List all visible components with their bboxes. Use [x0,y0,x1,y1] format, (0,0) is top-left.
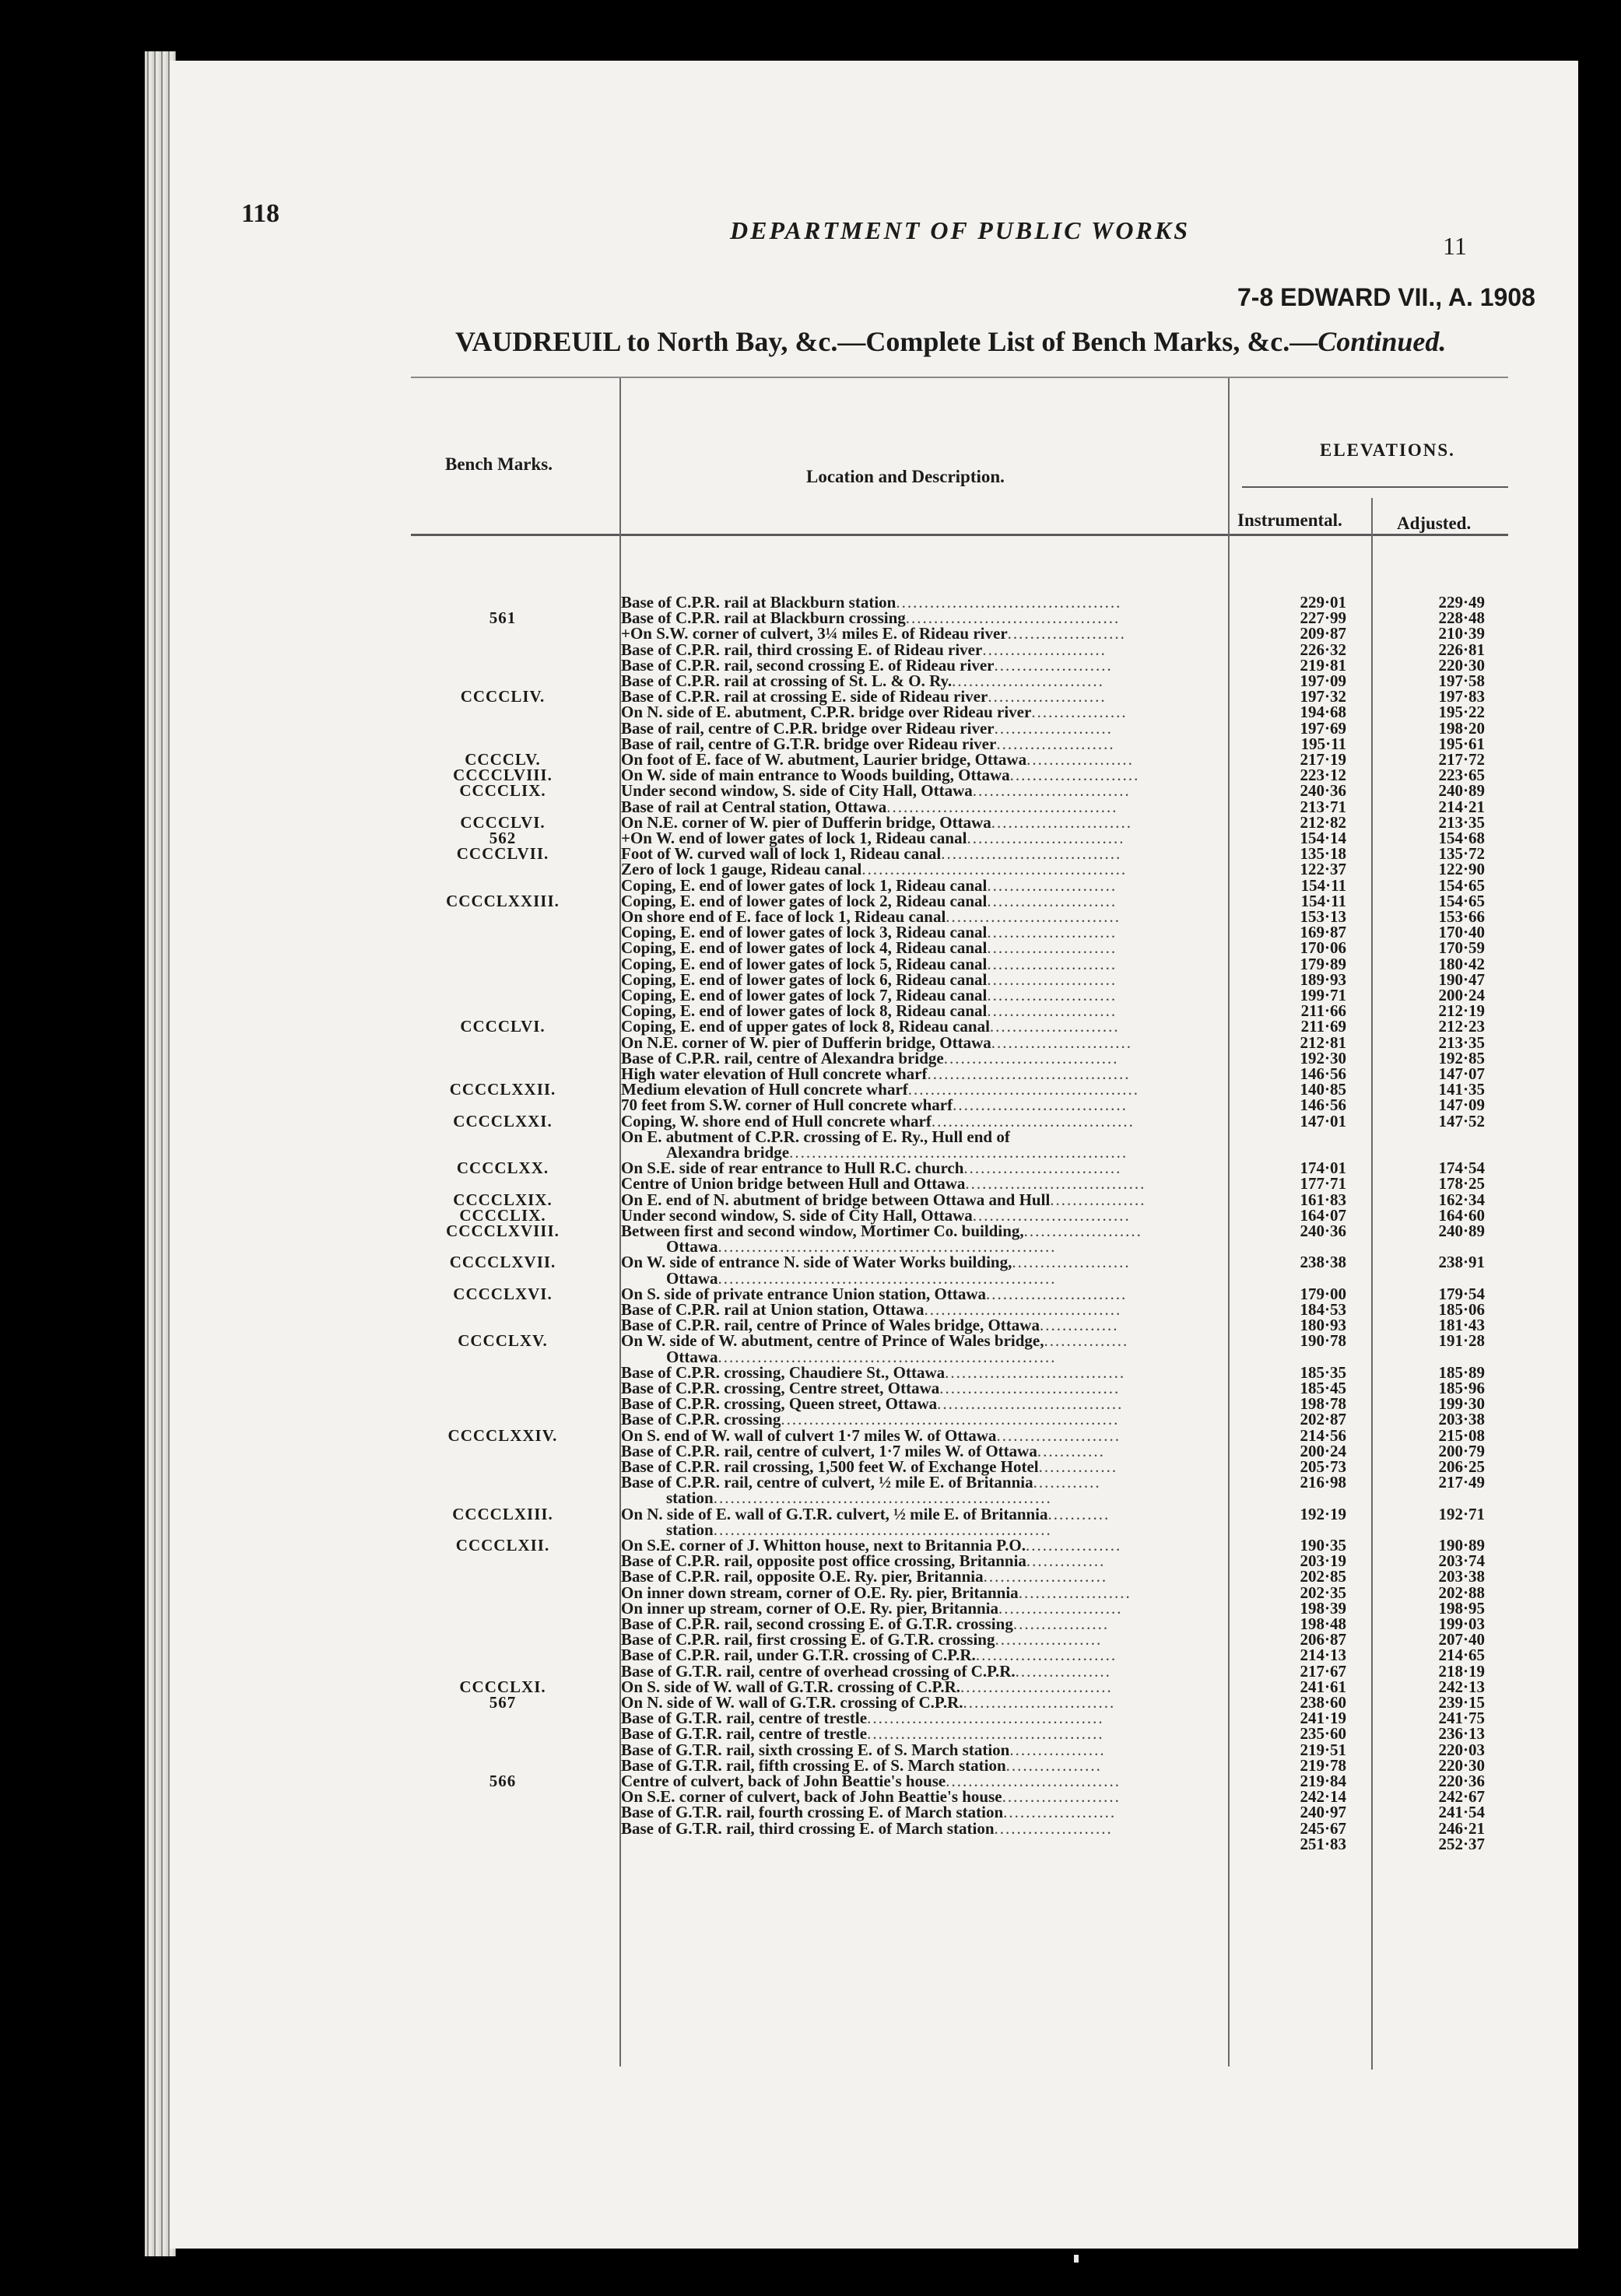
location-description: Base of rail, centre of C.P.R. bridge over Rideau river..................... [621,718,1113,738]
elevation-instrumental: 209·87 [1300,624,1346,643]
elevation-instrumental: 219·51 [1300,1740,1346,1759]
elevation-instrumental: 185·35 [1300,1362,1346,1382]
elevation-instrumental: 202·87 [1300,1410,1346,1429]
elevation-adjusted: 207·40 [1438,1630,1485,1649]
elevation-adjusted: 164·60 [1438,1205,1485,1225]
elevation-adjusted: 170·59 [1438,938,1485,958]
elevation-instrumental: 194·68 [1300,703,1346,722]
location-description: Base of C.P.R. rail, third crossing E. of Rideau river...................... [621,640,1107,659]
table-row [0,1836,1621,1853]
bench-mark-id: CCCCLXIII. [452,1504,553,1523]
elevation-instrumental: 154·14 [1300,829,1346,847]
column-header-instrumental: Instrumental. [1237,510,1342,530]
elevation-adjusted: 141·35 [1438,1080,1485,1099]
bench-mark-id: CCCCLIX. [459,1205,546,1225]
elevation-adjusted: 135·72 [1438,844,1485,864]
location-description: +On S.W. corner of culvert, 3¼ miles E. of Rideau river..................... [621,624,1126,643]
elevation-adjusted: 192·85 [1438,1048,1485,1067]
bench-mark-id: CCCCLXVI. [453,1284,553,1303]
elevation-adjusted: 220·03 [1438,1740,1485,1759]
elevation-instrumental: 146·56 [1300,1064,1346,1083]
elevation-adjusted: 153·66 [1438,907,1485,926]
elevation-adjusted: 200·24 [1438,986,1485,1004]
elevation-instrumental: 238·60 [1300,1693,1346,1712]
location-description: +On W. end of lower gates of lock 1, Rideau canal............................ [621,829,1125,847]
bench-mark-id: CCCCLVI. [460,812,546,832]
elevation-adjusted: 239·15 [1438,1693,1485,1712]
elevation-instrumental: 227·99 [1300,608,1346,628]
elevation-instrumental: 174·01 [1300,1159,1346,1178]
elevation-adjusted: 185·89 [1438,1362,1485,1382]
elevation-instrumental: 211·69 [1300,1017,1346,1036]
location-description: Zero of lock 1 gauge, Rideau canal............................................... [621,860,1128,879]
location-description: Base of rail, centre of G.T.R. bridge over Rideau river..................... [621,734,1115,753]
elevation-instrumental: 242·14 [1300,1787,1346,1807]
location-description: Coping, E. end of lower gates of lock 8, Rideau canal....................... [621,1001,1118,1021]
bench-mark-id: CCCCLVI. [460,1017,546,1036]
location-description: On N.E. corner of W. pier of Dufferin bridge, Ottawa......................... [621,1032,1133,1052]
elevation-adjusted: 217·72 [1438,750,1485,769]
elevation-instrumental: 164·07 [1300,1205,1346,1225]
elevation-instrumental: 147·01 [1300,1111,1346,1130]
bench-mark-id: CCCCLXXI. [453,1111,553,1130]
location-description: On W. side of W. abutment, centre of Prince of Wales bridge,............... [621,1331,1129,1351]
elevation-adjusted: 203·38 [1438,1410,1485,1429]
elevation-adjusted: 199·30 [1438,1394,1485,1414]
elevation-instrumental: 241·19 [1300,1709,1346,1728]
elevation-adjusted: 191·28 [1438,1331,1485,1351]
location-description: Base of C.P.R. rail at crossing E. side of Rideau river..................... [621,687,1107,706]
elevation-instrumental: 229·01 [1300,593,1346,612]
location-description: On inner up stream, corner of O.E. Ry. pier, Britannia...................... [621,1598,1123,1618]
location-description: Base of C.P.R. crossing, Chaudiere St., Ottawa................................ [621,1362,1126,1382]
elevation-instrumental: 212·82 [1300,812,1346,832]
bench-mark-id: CCCCLXV. [458,1331,548,1351]
elevation-adjusted: 192·71 [1438,1504,1485,1523]
location-description: On inner down stream, corner of O.E. Ry. pier, Britannia.................... [621,1583,1132,1602]
page-number: 118 [241,199,280,228]
elevation-adjusted: 242·67 [1438,1787,1485,1807]
elevation-instrumental: 146·56 [1300,1095,1346,1115]
elevation-adjusted: 238·91 [1438,1253,1485,1272]
page-title-main: VAUDREUIL to North Bay, &c.—Complete List of Bench Marks, &c.— [455,326,1318,357]
elevation-instrumental: 190·78 [1300,1331,1346,1351]
running-head-roman: 11 [1443,232,1467,260]
elevation-instrumental: 213·71 [1300,797,1346,816]
location-description: Base of G.T.R. rail, third crossing E. of March station..................... [621,1818,1113,1838]
elevation-adjusted: 215·08 [1438,1425,1485,1445]
elevation-instrumental: 197·32 [1300,687,1346,706]
location-description: Centre of culvert, back of John Beattie's house............................... [621,1772,1121,1790]
elevation-instrumental: 154·11 [1300,875,1346,895]
location-description: station............................................................ [666,1488,1052,1508]
elevation-instrumental: 241·61 [1300,1677,1346,1696]
elevation-adjusted: 195·61 [1438,734,1485,753]
elevation-instrumental: 192·19 [1300,1504,1346,1523]
elevation-instrumental: 190·35 [1300,1536,1346,1555]
elevation-adjusted: 198·20 [1438,718,1485,738]
elevation-adjusted: 174·54 [1438,1159,1485,1178]
location-description: Base of rail at Central station, Ottawa......................................... [621,797,1118,816]
elevation-instrumental: 198·48 [1300,1614,1346,1633]
location-description: Coping, E. end of lower gates of lock 4, Rideau canal....................... [621,938,1118,958]
location-description: Ottawa............................................................ [666,1347,1057,1366]
elevation-instrumental: 211·66 [1300,1001,1346,1021]
running-head-edition: 7-8 EDWARD VII., A. 1908 [1237,283,1535,311]
elevation-adjusted: 200·79 [1438,1441,1485,1460]
elevation-adjusted: 213·35 [1438,812,1485,832]
location-description: Centre of Union bridge between Hull and Ottawa................................ [621,1174,1146,1194]
elevation-adjusted: 122·90 [1438,860,1485,879]
elevation-adjusted: 217·49 [1438,1473,1485,1492]
elevation-adjusted: 229·49 [1438,593,1485,612]
location-description: Base of C.P.R. rail at Union station, Ottawa................................... [621,1300,1122,1319]
bench-mark-id: CCCCLIV. [460,687,546,706]
elevation-adjusted: 241·54 [1438,1803,1485,1822]
elevation-instrumental: 203·19 [1300,1551,1346,1571]
location-description: Base of C.P.R. rail at Blackburn crossing...................................... [621,608,1121,628]
elevation-adjusted: 170·40 [1438,923,1485,942]
location-description: On E. end of N. abutment of bridge between Ottawa and Hull................. [621,1190,1146,1209]
elevation-adjusted: 206·25 [1438,1457,1485,1476]
elevation-instrumental: 219·81 [1300,655,1346,675]
location-description: Coping, E. end of lower gates of lock 5, Rideau canal....................... [621,954,1118,973]
elevation-instrumental: 154·11 [1300,891,1346,910]
location-description: On E. abutment of C.P.R. crossing of E. Ry., Hull end of [621,1127,1010,1146]
location-description: Coping, E. end of lower gates of lock 7, Rideau canal....................... [621,986,1118,1004]
elevation-adjusted: 198·95 [1438,1598,1485,1618]
column-header-elevations: ELEVATIONS. [1320,440,1455,460]
location-description: On W. side of main entrance to Woods building, Ottawa....................... [621,766,1140,785]
elevation-instrumental: 216·98 [1300,1473,1346,1492]
location-description: Base of G.T.R. rail, sixth crossing E. of S. March station................. [621,1740,1106,1759]
location-description: Coping, E. end of lower gates of lock 6, Rideau canal....................... [621,969,1118,989]
elevation-adjusted: 210·39 [1438,624,1485,643]
elevation-adjusted: 252·37 [1438,1834,1485,1853]
location-description: Base of C.P.R. rail crossing, 1,500 feet W. of Exchange Hotel.............. [621,1457,1118,1476]
location-description: On S. side of private entrance Union station, Ottawa......................... [621,1284,1128,1303]
elevation-instrumental: 206·87 [1300,1630,1346,1649]
location-description: Base of C.P.R. crossing, Centre street, Ottawa................................ [621,1379,1121,1397]
location-description: On S.E. side of rear entrance to Hull R.C. church............................ [621,1159,1122,1178]
page-title-continued: Continued. [1318,326,1447,357]
bench-mark-id: CCCCLVIII. [453,766,553,785]
elevation-instrumental: 179·00 [1300,1284,1346,1303]
location-description: On foot of E. face of W. abutment, Laurier bridge, Ottawa................... [621,750,1134,769]
elevation-adjusted: 203·38 [1438,1567,1485,1586]
location-description: On W. side of entrance N. side of Water Works building,..................... [621,1253,1131,1272]
elevation-adjusted: 197·58 [1438,671,1485,690]
elevation-adjusted: 181·43 [1438,1316,1485,1335]
elevation-instrumental: 199·71 [1300,986,1346,1004]
elevation-instrumental: 202·35 [1300,1583,1346,1602]
elevation-instrumental: 240·36 [1300,781,1346,801]
elevation-instrumental: 195·11 [1300,734,1346,753]
location-description: Base of C.P.R. rail, under G.T.R. crossing of C.P.R.......................... [621,1646,1118,1665]
location-description: Base of C.P.R. crossing............................................................ [621,1410,1120,1429]
location-description: Base of C.P.R. rail, opposite post office crossing, Britannia.............. [621,1551,1106,1571]
elevation-instrumental: 214·13 [1300,1646,1346,1665]
location-description: On S. end of W. wall of culvert 1·7 miles W. of Ottawa...................... [621,1425,1121,1445]
elevation-instrumental: 214·56 [1300,1425,1346,1445]
elevation-instrumental: 170·06 [1300,938,1346,958]
elevation-adjusted: 147·09 [1438,1095,1485,1115]
bench-mark-id: 562 [489,829,517,847]
scan-artifact [1074,2255,1079,2263]
location-description: On N. side of E. abutment, C.P.R. bridge over Rideau river................. [621,703,1128,722]
location-description: Under second window, S. side of City Hall, Ottawa............................ [621,781,1131,801]
elevation-adjusted: 147·07 [1438,1064,1485,1083]
location-description: On S. side of W. wall of G.T.R. crossing of C.P.R............................ [621,1677,1113,1696]
elevation-instrumental: 219·78 [1300,1755,1346,1775]
running-head-department: DEPARTMENT OF PUBLIC WORKS [730,216,1190,244]
bench-mark-id: CCCCLVII. [456,844,549,864]
elevation-adjusted: 179·54 [1438,1284,1485,1303]
elevation-instrumental: 251·83 [1300,1834,1346,1853]
elevation-adjusted: 246·21 [1438,1818,1485,1838]
location-description: Ottawa............................................................ [666,1237,1057,1257]
elevation-instrumental: 217·67 [1300,1661,1346,1681]
location-description: Base of C.P.R. rail, centre of Alexandra bridge............................... [621,1048,1119,1067]
location-description: High water elevation of Hull concrete wharf.................................... [621,1064,1131,1083]
elevation-adjusted: 147·52 [1438,1111,1485,1130]
elevation-adjusted: 241·75 [1438,1709,1485,1728]
elevation-adjusted: 223·65 [1438,766,1485,785]
elevation-instrumental: 135·18 [1300,844,1346,864]
elevation-instrumental: 122·37 [1300,860,1346,879]
bench-mark-id: CCCCLIX. [459,781,546,801]
location-description: On N. side of E. wall of G.T.R. culvert, ½ mile E. of Britannia........... [621,1504,1110,1523]
elevation-instrumental: 177·71 [1300,1174,1346,1194]
location-description: On shore end of E. face of lock 1, Rideau canal............................... [621,907,1121,926]
elevation-adjusted: 240·89 [1438,781,1485,801]
bench-mark-id: 561 [489,608,517,628]
bench-mark-id: CCCCLV. [465,750,541,769]
bench-mark-id: CCCCLXXII. [449,1080,556,1099]
elevation-adjusted: 214·21 [1438,797,1485,816]
elevation-adjusted: 220·30 [1438,655,1485,675]
column-header-location: Location and Description. [806,467,1005,486]
elevation-adjusted: 154·65 [1438,891,1485,910]
bench-mark-id: CCCCLXI. [459,1677,546,1696]
bench-mark-id: 566 [489,1772,517,1790]
location-description: Base of G.T.R. rail, fourth crossing E. of March station.................... [621,1803,1117,1822]
elevation-instrumental: 217·19 [1300,750,1346,769]
location-description: Coping, E. end of upper gates of lock 8, Rideau canal....................... [621,1017,1120,1036]
elevation-adjusted: 154·65 [1438,875,1485,895]
elevation-instrumental: 197·09 [1300,671,1346,690]
elevation-adjusted: 190·89 [1438,1536,1485,1555]
elevation-adjusted: 185·06 [1438,1300,1485,1319]
elevation-instrumental: 245·67 [1300,1818,1346,1838]
elevation-adjusted: 218·19 [1438,1661,1485,1681]
elevation-instrumental: 198·78 [1300,1394,1346,1414]
elevation-instrumental: 205·73 [1300,1457,1346,1476]
elevation-adjusted: 203·74 [1438,1551,1485,1571]
elevation-instrumental: 240·97 [1300,1803,1346,1822]
elevation-adjusted: 228·48 [1438,608,1485,628]
location-description: Ottawa............................................................ [666,1268,1057,1288]
elevation-instrumental: 169·87 [1300,923,1346,942]
location-description: Coping, E. end of lower gates of lock 2, Rideau canal....................... [621,891,1118,910]
elevation-instrumental: 200·24 [1300,1441,1346,1460]
location-description: Base of C.P.R. rail, second crossing E. of G.T.R. crossing................. [621,1614,1110,1633]
elevation-adjusted: 154·68 [1438,829,1485,847]
location-description: On N. side of W. wall of G.T.R. crossing of C.P.R............................ [621,1693,1116,1712]
location-description: Base of C.P.R. rail at crossing of St. L. & O. Ry............................ [621,671,1104,690]
elevation-adjusted: 220·30 [1438,1755,1485,1775]
location-description: Coping, E. end of lower gates of lock 3, Rideau canal....................... [621,923,1118,942]
location-description: Between first and second window, Mortimer Co. building,..................... [621,1222,1142,1240]
location-description: Base of C.P.R. rail, centre of culvert, ½ mile E. of Britannia............ [621,1473,1101,1492]
location-description: Base of C.P.R. crossing, Queen street, Ottawa................................. [621,1394,1124,1414]
bench-mark-id: CCCCLXXIII. [446,891,560,910]
location-description: Base of C.P.R. rail, first crossing E. of G.T.R. crossing................... [621,1630,1103,1649]
elevation-instrumental: 192·30 [1300,1048,1346,1067]
elevation-instrumental: 189·93 [1300,969,1346,989]
elevation-adjusted: 212·19 [1438,1001,1485,1021]
elevation-adjusted: 226·81 [1438,640,1485,659]
elevation-adjusted: 190·47 [1438,969,1485,989]
elevation-instrumental: 184·53 [1300,1300,1346,1319]
location-description: Base of C.P.R. rail, centre of culvert, 1·7 miles W. of Ottawa............ [621,1441,1105,1460]
location-description: On S.E. corner of culvert, back of John Beattie's house..................... [621,1787,1121,1807]
column-header-bench-marks: Bench Marks. [445,454,553,474]
bench-mark-id: CCCCLXVII. [449,1253,556,1272]
elevation-adjusted: 202·88 [1438,1583,1485,1602]
elevation-instrumental: 197·69 [1300,718,1346,738]
elevation-adjusted: 162·34 [1438,1190,1485,1209]
location-description: Base of C.P.R. rail, second crossing E. of Rideau river..................... [621,655,1113,675]
elevation-adjusted: 195·22 [1438,703,1485,722]
elevation-instrumental: 238·38 [1300,1253,1346,1272]
elevation-instrumental: 185·45 [1300,1379,1346,1397]
elevation-instrumental: 198·39 [1300,1598,1346,1618]
location-description: Base of C.P.R. rail, opposite O.E. Ry. pier, Britannia...................... [621,1567,1108,1586]
elevation-adjusted: 240·89 [1438,1222,1485,1240]
elevation-instrumental: 179·89 [1300,954,1346,973]
elevation-instrumental: 240·36 [1300,1222,1346,1240]
column-header-adjusted: Adjusted. [1397,514,1472,533]
location-description: 70 feet from S.W. corner of Hull concrete wharf............................... [621,1095,1128,1115]
bench-mark-id: CCCCLXIX. [453,1190,553,1209]
bench-mark-id: 567 [489,1693,517,1712]
elevation-adjusted: 242·13 [1438,1677,1485,1696]
bench-mark-id: CCCCLXX. [456,1159,549,1178]
location-description: On S.E. corner of J. Whitton house, next to Britannia P.O.................. [621,1536,1122,1555]
elevation-adjusted: 178·25 [1438,1174,1485,1194]
table-row [0,1818,1621,1838]
elevation-instrumental: 153·13 [1300,907,1346,926]
location-description: Coping, W. shore end of Hull concrete wharf.................................... [621,1111,1135,1130]
bench-mark-id: CCCCLXXIV. [447,1425,558,1445]
location-description: Base of G.T.R. rail, centre of trestle.......................................... [621,1709,1104,1728]
bench-mark-id: CCCCLXVIII. [446,1222,560,1240]
elevation-instrumental: 180·93 [1300,1316,1346,1335]
location-description: Alexandra bridge............................................................ [666,1143,1128,1162]
location-description: Foot of W. curved wall of lock 1, Rideau canal................................ [621,844,1122,864]
elevation-adjusted: 220·36 [1438,1772,1485,1790]
elevation-adjusted: 212·23 [1438,1017,1485,1036]
elevation-instrumental: 219·84 [1300,1772,1346,1790]
location-description: Base of C.P.R. rail, centre of Prince of Wales bridge, Ottawa.............. [621,1316,1119,1335]
location-description: Base of C.P.R. rail at Blackburn station........................................ [621,593,1122,612]
elevation-instrumental: 140·85 [1300,1080,1346,1099]
elevation-instrumental: 235·60 [1300,1724,1346,1744]
elevation-instrumental: 202·85 [1300,1567,1346,1586]
elevation-instrumental: 212·81 [1300,1032,1346,1052]
elevation-instrumental: 223·12 [1300,766,1346,785]
location-description: Coping, E. end of lower gates of lock 1, Rideau canal....................... [621,875,1118,895]
elevation-adjusted: 236·13 [1438,1724,1485,1744]
location-description: Base of G.T.R. rail, centre of trestle.......................................... [621,1724,1104,1744]
elevation-adjusted: 197·83 [1438,687,1485,706]
location-description: Base of G.T.R. rail, centre of overhead crossing of C.P.R.................. [621,1661,1111,1681]
location-description: Medium elevation of Hull concrete wharf......................................... [621,1080,1140,1099]
elevation-instrumental: 226·32 [1300,640,1346,659]
location-description: Under second window, S. side of City Hall, Ottawa............................ [621,1205,1131,1225]
elevation-adjusted: 185·96 [1438,1379,1485,1397]
location-description: station............................................................ [666,1520,1052,1539]
location-description: On N.E. corner of W. pier of Dufferin bridge, Ottawa......................... [621,812,1133,832]
elevation-instrumental: 161·83 [1300,1190,1346,1209]
bench-mark-id: CCCCLXII. [455,1536,550,1555]
elevation-adjusted: 214·65 [1438,1646,1485,1665]
elevation-adjusted: 199·03 [1438,1614,1485,1633]
elevation-adjusted: 180·42 [1438,954,1485,973]
location-description: Base of G.T.R. rail, fifth crossing E. of S. March station................. [621,1755,1102,1775]
elevation-adjusted: 213·35 [1438,1032,1485,1052]
